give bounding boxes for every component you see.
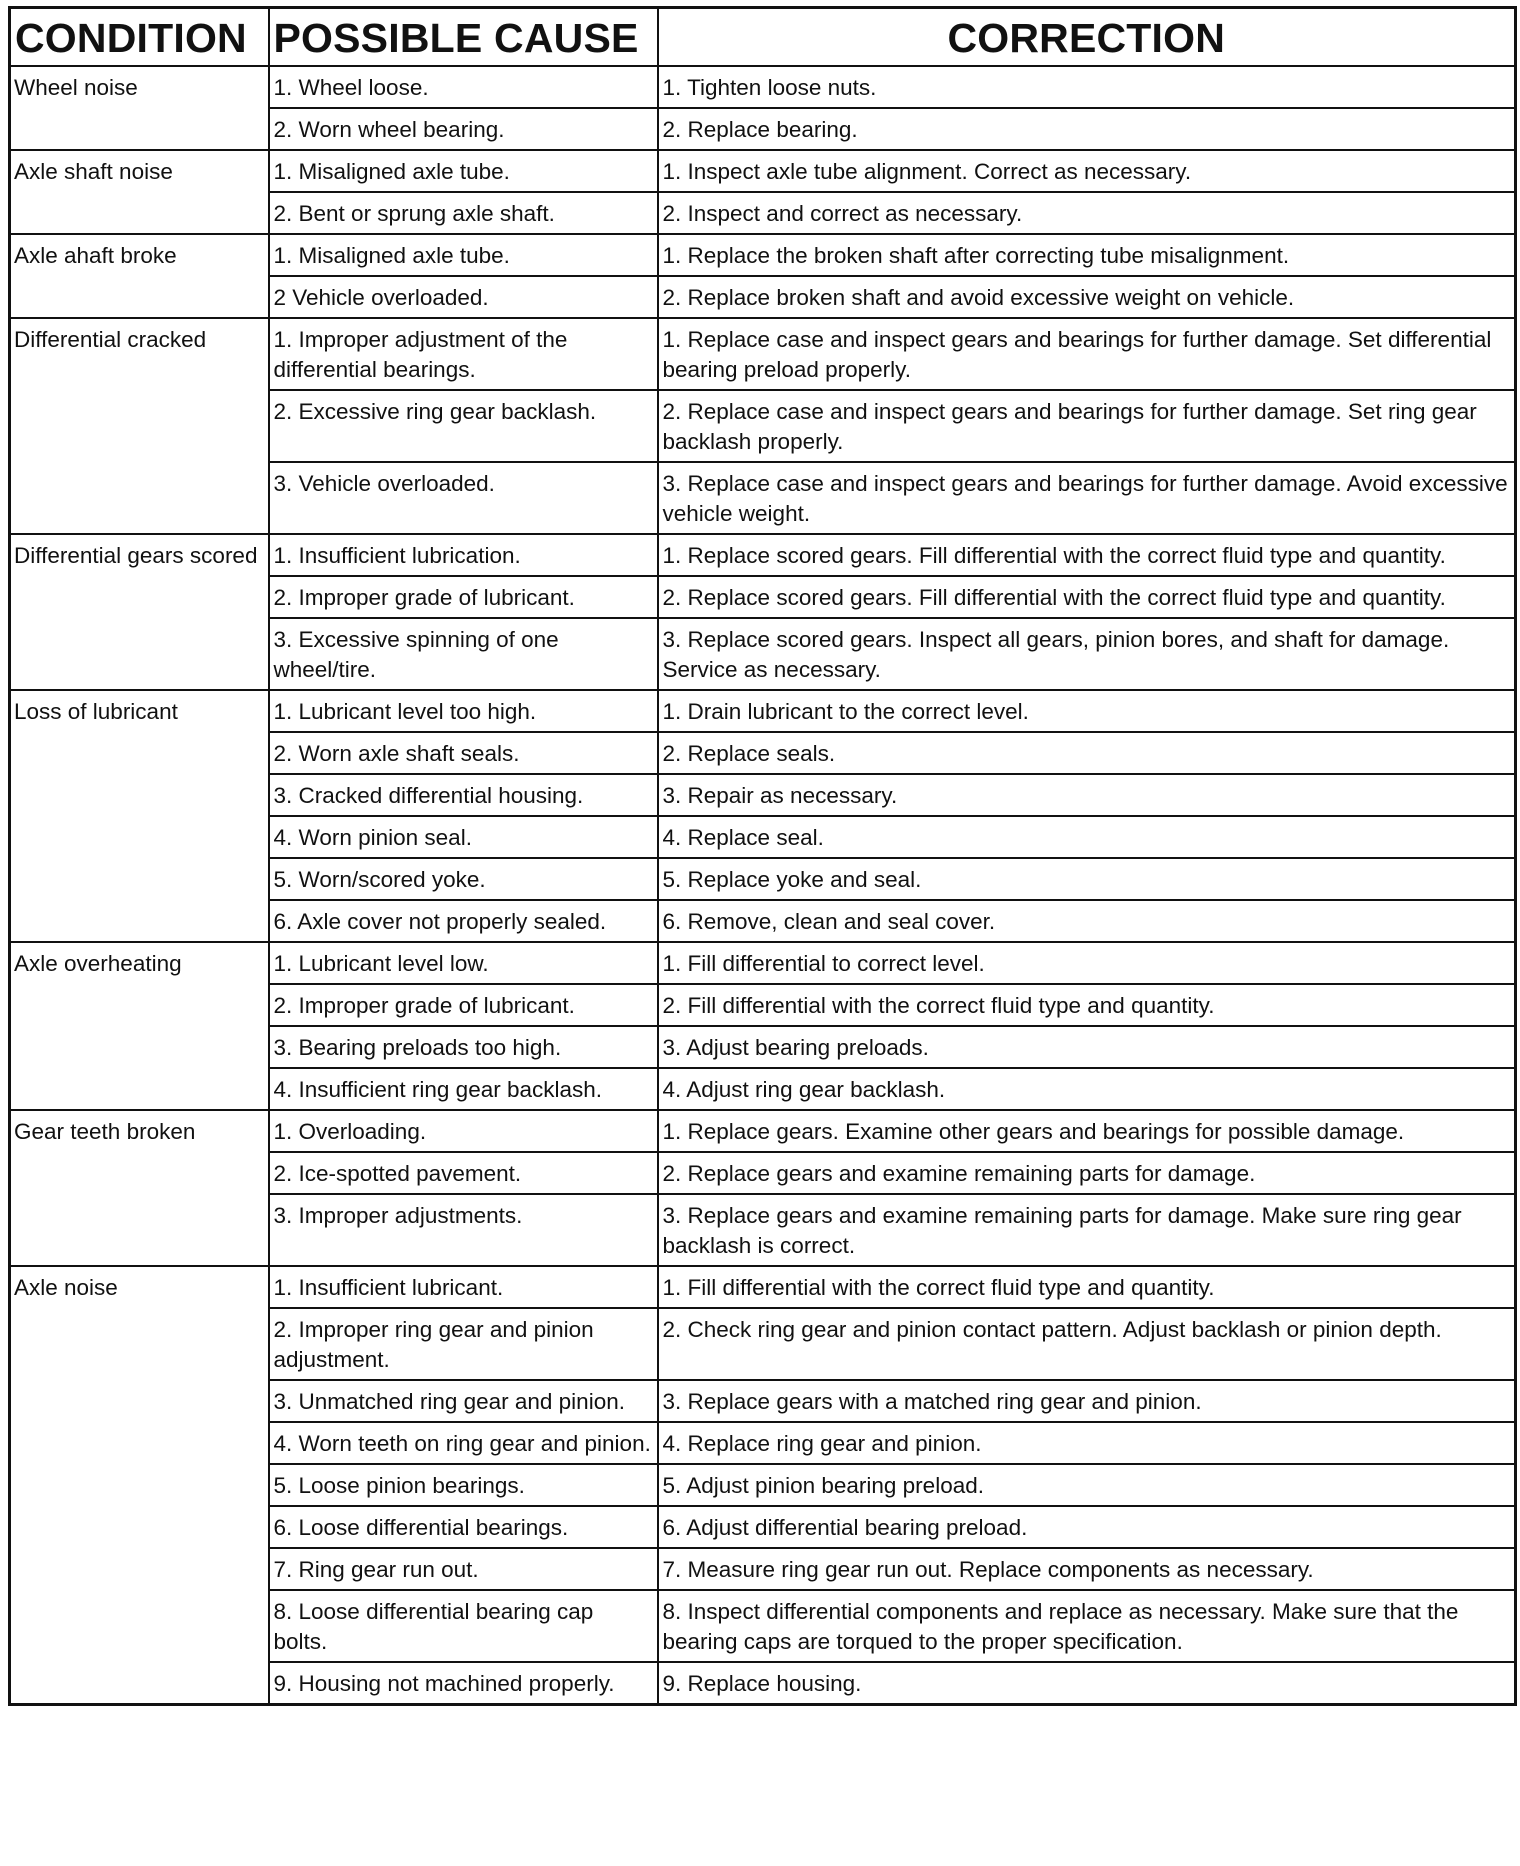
table-row — [10, 150, 1516, 192]
table-row — [10, 66, 1516, 108]
correction-cell: 7. Measure ring gear run out. Replace components as necessary. — [658, 1548, 1516, 1590]
correction-cell: 3. Replace scored gears. Inspect all gears, pinion bores, and shaft for damage. Service as necessary. — [658, 618, 1516, 690]
correction-cell: 2. Replace broken shaft and avoid excessive weight on vehicle. — [658, 276, 1516, 318]
possible-cause-cell: 3. Cracked differential housing. — [269, 774, 658, 816]
possible-cause-cell: 2 Vehicle overloaded. — [269, 276, 658, 318]
possible-cause-cell: 3. Vehicle overloaded. — [269, 462, 658, 534]
diagnosis-table — [8, 6, 1517, 1706]
correction-cell: 2. Replace gears and examine remaining parts for damage. — [658, 1152, 1516, 1194]
header-row — [10, 8, 1516, 67]
condition-cell: Wheel noise — [10, 66, 269, 150]
table-row — [10, 1266, 1516, 1308]
possible-cause-cell: 6. Loose differential bearings. — [269, 1506, 658, 1548]
condition-cell: Differential cracked — [10, 318, 269, 534]
possible-cause-cell: 2. Ice-spotted pavement. — [269, 1152, 658, 1194]
possible-cause-cell: 1. Wheel loose. — [269, 66, 658, 108]
correction-cell: 1. Fill differential to correct level. — [658, 942, 1516, 984]
possible-cause-cell: 2. Bent or sprung axle shaft. — [269, 192, 658, 234]
correction-cell: 2. Replace scored gears. Fill differential with the correct fluid type and quantity. — [658, 576, 1516, 618]
correction-header: CORRECTION — [658, 8, 1516, 67]
correction-cell: 3. Adjust bearing preloads. — [658, 1026, 1516, 1068]
possible-cause-cell: 2. Worn axle shaft seals. — [269, 732, 658, 774]
condition-cell: Differential gears scored — [10, 534, 269, 690]
correction-cell: 3. Repair as necessary. — [658, 774, 1516, 816]
condition-cell: Loss of lubricant — [10, 690, 269, 942]
table-row — [10, 534, 1516, 576]
possible-cause-cell: 2. Improper ring gear and pinion adjustment. — [269, 1308, 658, 1380]
correction-cell: 9. Replace housing. — [658, 1662, 1516, 1705]
possible-cause-cell: 4. Worn teeth on ring gear and pinion. — [269, 1422, 658, 1464]
possible-cause-cell: 3. Bearing preloads too high. — [269, 1026, 658, 1068]
condition-cell: Axle overheating — [10, 942, 269, 1110]
possible-cause-cell: 3. Excessive spinning of one wheel/tire. — [269, 618, 658, 690]
table-row — [10, 318, 1516, 390]
correction-cell: 4. Replace seal. — [658, 816, 1516, 858]
possible-cause-cell: 1. Overloading. — [269, 1110, 658, 1152]
possible-cause-cell: 9. Housing not machined properly. — [269, 1662, 658, 1705]
possible-cause-cell: 4. Worn pinion seal. — [269, 816, 658, 858]
possible-cause-cell: 1. Lubricant level too high. — [269, 690, 658, 732]
correction-cell: 2. Inspect and correct as necessary. — [658, 192, 1516, 234]
table-row — [10, 1110, 1516, 1152]
possible-cause-cell: 1. Misaligned axle tube. — [269, 234, 658, 276]
correction-cell: 4. Replace ring gear and pinion. — [658, 1422, 1516, 1464]
correction-cell: 1. Tighten loose nuts. — [658, 66, 1516, 108]
correction-cell: 2. Replace seals. — [658, 732, 1516, 774]
possible-cause-cell: 3. Unmatched ring gear and pinion. — [269, 1380, 658, 1422]
table-body — [10, 66, 1516, 1705]
possible-cause-cell: 2. Improper grade of lubricant. — [269, 576, 658, 618]
correction-cell: 1. Replace gears. Examine other gears and bearings for possible damage. — [658, 1110, 1516, 1152]
possible-cause-header: POSSIBLE CAUSE — [269, 8, 658, 67]
correction-cell: 2. Fill differential with the correct fluid type and quantity. — [658, 984, 1516, 1026]
possible-cause-cell: 1. Improper adjustment of the differential bearings. — [269, 318, 658, 390]
possible-cause-cell: 3. Improper adjustments. — [269, 1194, 658, 1266]
possible-cause-cell: 2. Worn wheel bearing. — [269, 108, 658, 150]
correction-cell: 3. Replace case and inspect gears and bearings for further damage. Avoid excessive vehicle weight. — [658, 462, 1516, 534]
correction-cell: 2. Check ring gear and pinion contact pattern. Adjust backlash or pinion depth. — [658, 1308, 1516, 1380]
correction-cell: 1. Replace scored gears. Fill differential with the correct fluid type and quantity. — [658, 534, 1516, 576]
possible-cause-cell: 1. Insufficient lubrication. — [269, 534, 658, 576]
table-row — [10, 234, 1516, 276]
correction-cell: 1. Replace the broken shaft after correcting tube misalignment. — [658, 234, 1516, 276]
correction-cell: 3. Replace gears with a matched ring gear and pinion. — [658, 1380, 1516, 1422]
correction-cell: 3. Replace gears and examine remaining parts for damage. Make sure ring gear backlash is correct. — [658, 1194, 1516, 1266]
condition-cell: Axle noise — [10, 1266, 269, 1705]
correction-cell: 4. Adjust ring gear backlash. — [658, 1068, 1516, 1110]
correction-cell: 1. Replace case and inspect gears and bearings for further damage. Set differential bearing preload properly. — [658, 318, 1516, 390]
correction-cell: 5. Adjust pinion bearing preload. — [658, 1464, 1516, 1506]
possible-cause-cell: 1. Insufficient lubricant. — [269, 1266, 658, 1308]
correction-cell: 2. Replace bearing. — [658, 108, 1516, 150]
possible-cause-cell: 1. Misaligned axle tube. — [269, 150, 658, 192]
correction-cell: 8. Inspect differential components and replace as necessary. Make sure that the bearing caps are torqued to the proper specification. — [658, 1590, 1516, 1662]
possible-cause-cell: 1. Lubricant level low. — [269, 942, 658, 984]
possible-cause-cell: 5. Loose pinion bearings. — [269, 1464, 658, 1506]
correction-cell: 6. Adjust differential bearing preload. — [658, 1506, 1516, 1548]
condition-cell: Axle shaft noise — [10, 150, 269, 234]
possible-cause-cell: 7. Ring gear run out. — [269, 1548, 658, 1590]
possible-cause-cell: 4. Insufficient ring gear backlash. — [269, 1068, 658, 1110]
correction-cell: 6. Remove, clean and seal cover. — [658, 900, 1516, 942]
condition-cell: Gear teeth broken — [10, 1110, 269, 1266]
possible-cause-cell: 2. Improper grade of lubricant. — [269, 984, 658, 1026]
correction-cell: 1. Inspect axle tube alignment. Correct as necessary. — [658, 150, 1516, 192]
condition-header: CONDITION — [10, 8, 269, 67]
condition-cell: Axle ahaft broke — [10, 234, 269, 318]
possible-cause-cell: 5. Worn/scored yoke. — [269, 858, 658, 900]
possible-cause-cell: 6. Axle cover not properly sealed. — [269, 900, 658, 942]
possible-cause-cell: 8. Loose differential bearing cap bolts. — [269, 1590, 658, 1662]
table-row — [10, 942, 1516, 984]
correction-cell: 1. Drain lubricant to the correct level. — [658, 690, 1516, 732]
correction-cell: 1. Fill differential with the correct fluid type and quantity. — [658, 1266, 1516, 1308]
table-row — [10, 690, 1516, 732]
possible-cause-cell: 2. Excessive ring gear backlash. — [269, 390, 658, 462]
correction-cell: 2. Replace case and inspect gears and bearings for further damage. Set ring gear backlash properly. — [658, 390, 1516, 462]
correction-cell: 5. Replace yoke and seal. — [658, 858, 1516, 900]
